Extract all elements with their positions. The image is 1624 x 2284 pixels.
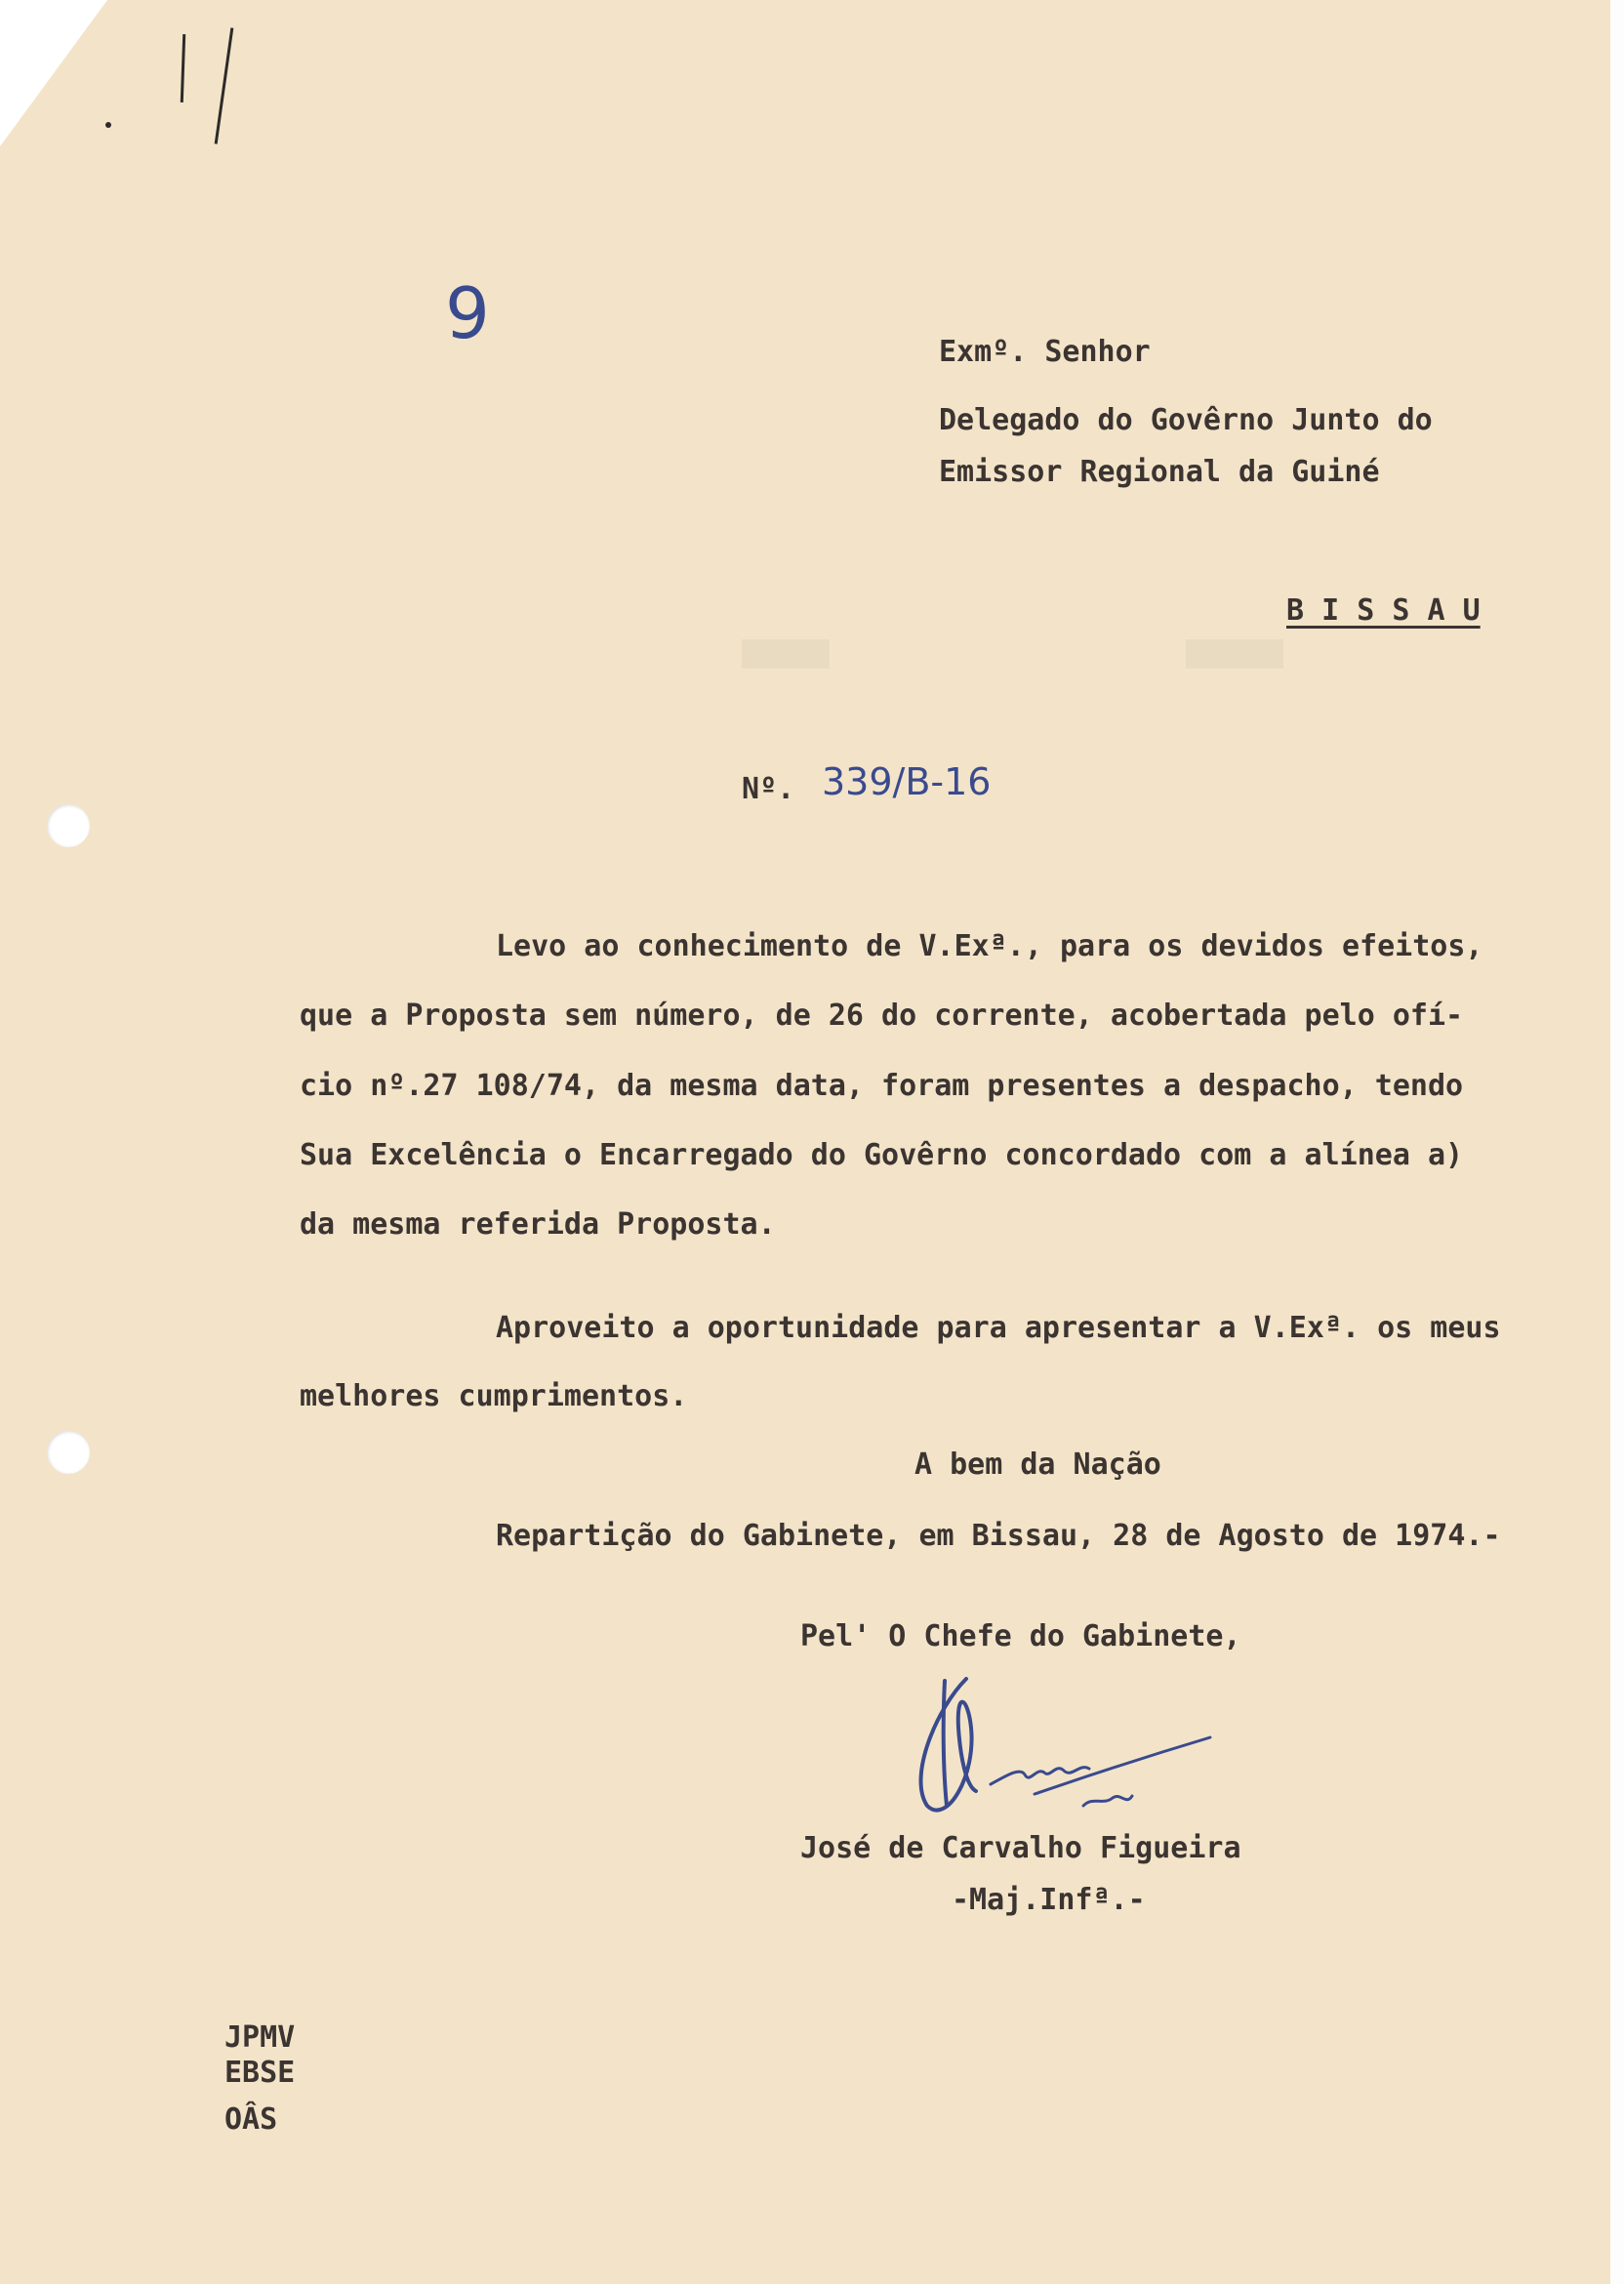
initials-line-2: EBSE — [224, 2056, 296, 2090]
body-paragraph-1-line-2: que a Proposta sem número, de 26 do corrente, acobertada pelo ofí- — [300, 999, 1464, 1033]
handwritten-signature — [898, 1669, 1220, 1825]
body-paragraph-1-line-3: cio nº.27 108/74, da mesma data, foram presentes a despacho, tendo — [300, 1069, 1464, 1103]
paper-smudge — [1186, 639, 1283, 669]
handwritten-folio-number: 9 — [445, 272, 490, 354]
body-paragraph-2-line-1: Aproveito a oportunidade para apresentar a V.Exª. os meus — [496, 1311, 1501, 1345]
body-paragraph-1-line-5: da mesma referida Proposta. — [300, 1207, 776, 1242]
margin-dot — [105, 122, 111, 128]
body-paragraph-1-line-4: Sua Excelência o Encarregado do Govêrno concordado com a alínea a) — [300, 1138, 1464, 1172]
signatory-title: Pel' O Chefe do Gabinete, — [800, 1619, 1241, 1653]
initials-line-3: OÂS — [224, 2102, 278, 2137]
scan-margin — [1610, 0, 1624, 2284]
recipient-city: B I S S A U — [1286, 593, 1481, 628]
recipient-line-2: Emissor Regional da Guiné — [939, 455, 1380, 489]
folded-corner — [0, 0, 107, 146]
signatory-name: José de Carvalho Figueira — [800, 1831, 1241, 1865]
punch-hole-top — [47, 804, 90, 847]
closing-motto: A bem da Nação — [914, 1448, 1161, 1482]
reference-label: Nº. — [742, 772, 795, 806]
recipient-line-1: Delegado do Govêrno Junto do — [939, 403, 1433, 437]
signatory-rank: -Maj.Infª.- — [952, 1883, 1146, 1917]
recipient-salutation: Exmº. Senhor — [939, 335, 1151, 369]
closing-place-date: Repartição do Gabinete, em Bissau, 28 de Agosto de 1974.- — [496, 1519, 1501, 1553]
body-paragraph-1-line-1: Levo ao conhecimento de V.Exª., para os devidos efeitos, — [496, 929, 1483, 963]
paper-smudge — [742, 639, 830, 669]
initials-line-1: JPMV — [224, 2020, 296, 2055]
handwritten-reference-number: 339/B-16 — [822, 760, 992, 803]
punch-hole-bottom — [47, 1431, 90, 1474]
top-margin-mark — [181, 34, 185, 102]
body-paragraph-2-line-2: melhores cumprimentos. — [300, 1379, 688, 1413]
top-margin-mark — [215, 27, 234, 143]
